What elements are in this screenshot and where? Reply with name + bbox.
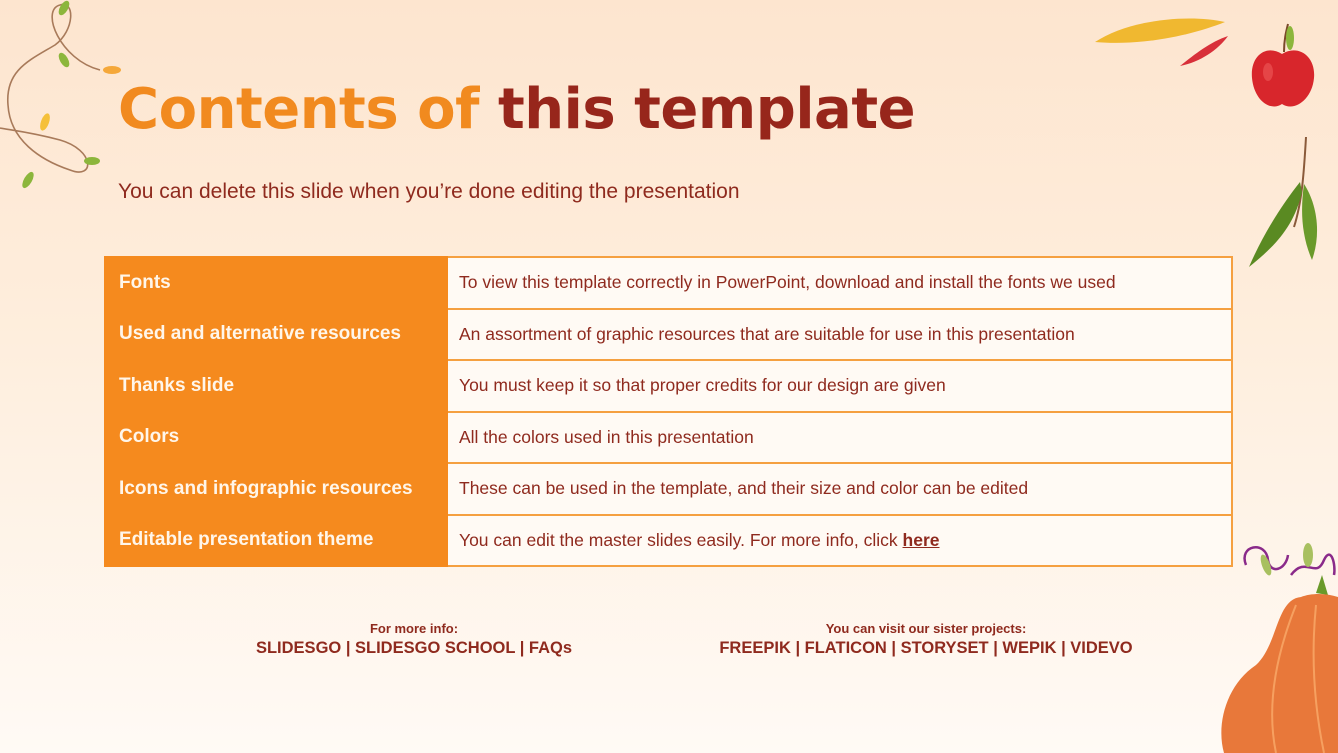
vine-decoration [0, 0, 130, 200]
row-description [447, 515, 1232, 567]
table-row [105, 309, 1232, 361]
table-row [105, 463, 1232, 515]
subtitle: You can delete this slide when you’re done editing the presentation [118, 180, 740, 203]
row-description-text: You can edit the master slides easily. For more info, click [459, 529, 903, 550]
leaves-decoration [1090, 14, 1230, 74]
row-description: To view this template correctly in PowerPoint, download and install the fonts we used [447, 257, 1232, 309]
row-label: Colors [105, 412, 447, 464]
row-label: Editable presentation theme [105, 515, 447, 567]
row-label: Used and alternative resources [105, 309, 447, 361]
contents-table [104, 256, 1233, 567]
table-row [105, 515, 1232, 567]
row-description: You must keep it so that proper credits for our design are given [447, 360, 1232, 412]
title-part-1: Contents of [118, 77, 498, 142]
table-row [105, 412, 1232, 464]
row-label: Thanks slide [105, 360, 447, 412]
table-row [105, 257, 1232, 309]
footer-left-links[interactable]: SLIDESGO | SLIDESGO SCHOOL | FAQs [255, 639, 573, 657]
here-link[interactable]: here [902, 529, 940, 550]
footer-more-info [214, 620, 614, 659]
page-title [118, 78, 915, 142]
footer-right-links[interactable]: FREEPIK | FLATICON | STORYSET | WEPIK | VIDEVO [719, 639, 1133, 657]
footer-left-heading: For more info: [369, 621, 459, 636]
pumpkin-icon [1216, 535, 1338, 753]
row-description: All the colors used in this presentation [447, 412, 1232, 464]
branch-decoration [1244, 132, 1334, 272]
table-row [105, 360, 1232, 412]
footer-sister-projects [676, 620, 1176, 659]
row-description: An assortment of graphic resources that are suitable for use in this presentation [447, 309, 1232, 361]
row-label: Fonts [105, 257, 447, 309]
footer-right-heading: You can visit our sister projects: [825, 621, 1027, 636]
apple-icon [1246, 20, 1318, 120]
row-description: These can be used in the template, and their size and color can be edited [447, 463, 1232, 515]
row-label: Icons and infographic resources [105, 463, 447, 515]
title-part-2: this template [497, 77, 916, 142]
